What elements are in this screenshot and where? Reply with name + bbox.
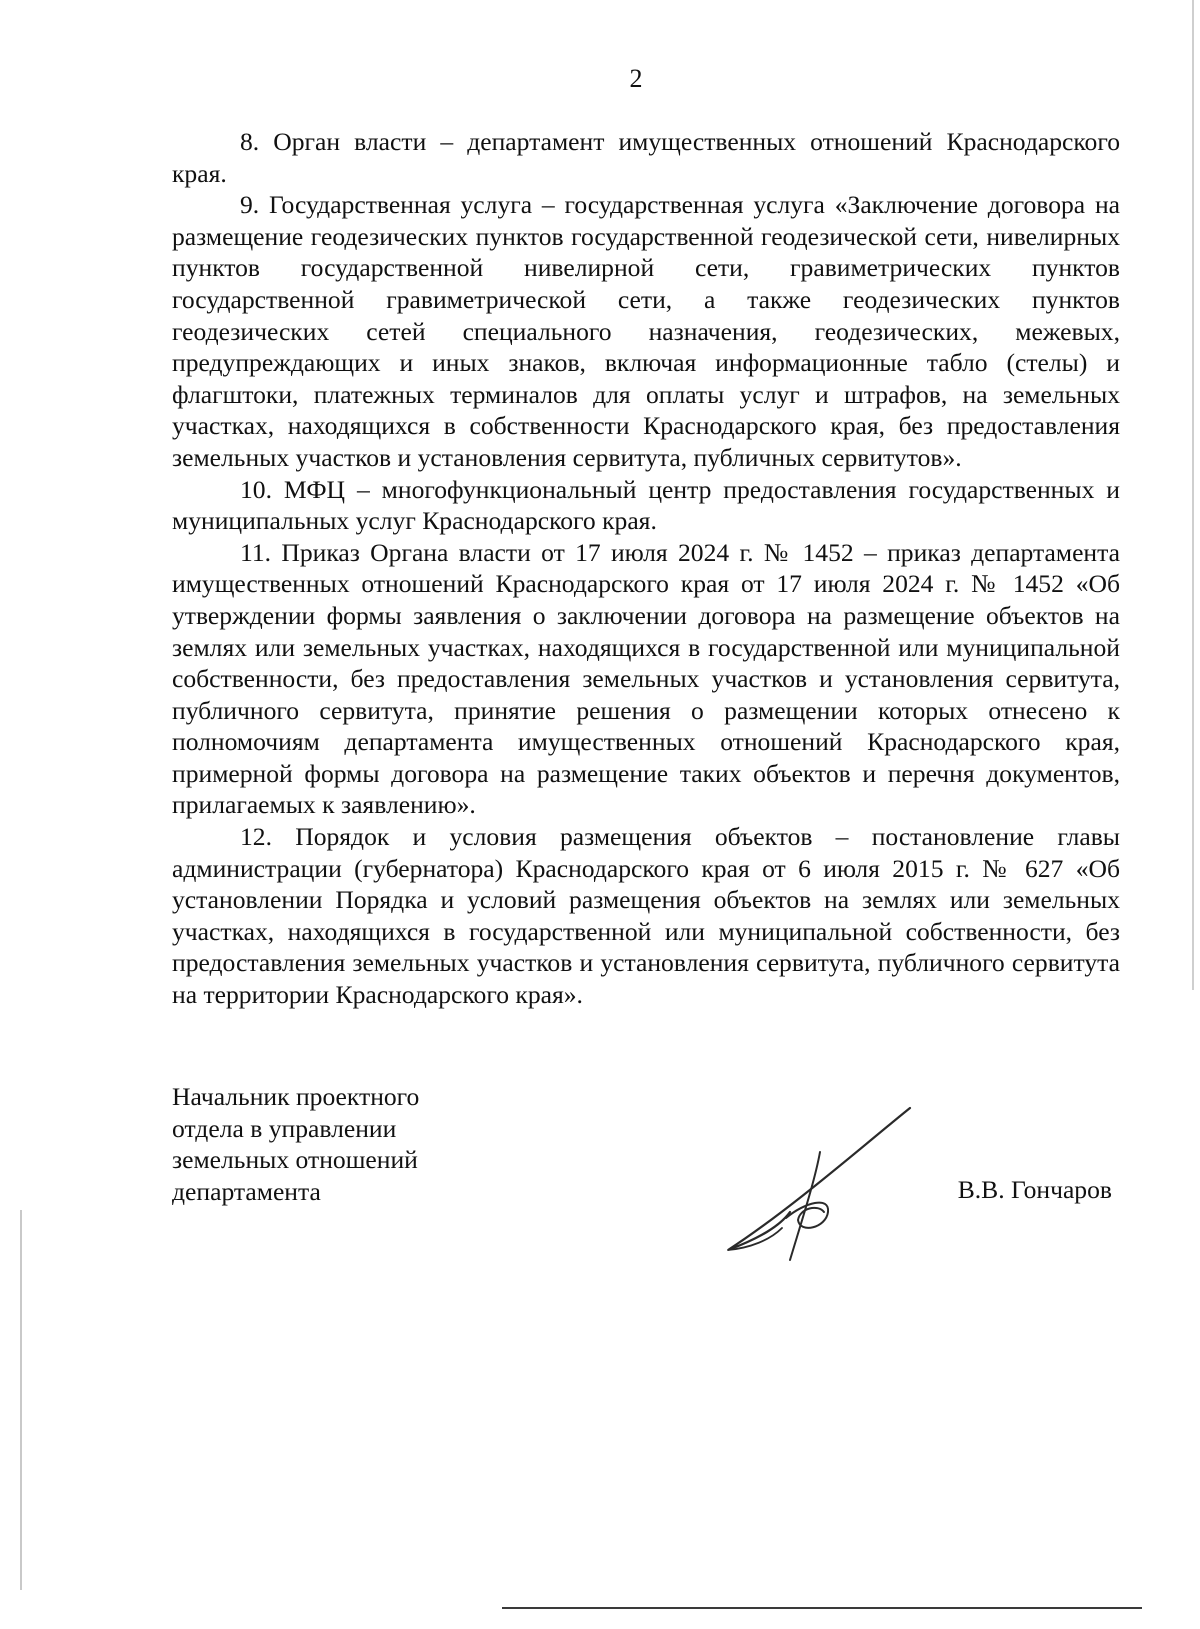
bottom-rule bbox=[502, 1607, 1142, 1609]
position-line: Начальник проектного bbox=[172, 1082, 420, 1111]
document-body bbox=[172, 126, 1120, 1011]
position-line: земельных отношений bbox=[172, 1145, 418, 1174]
page-number: 2 bbox=[629, 64, 643, 93]
signature-stroke bbox=[728, 1108, 910, 1250]
paragraph-12: 12. Порядок и условия размещения объектов – постановление главы администрации (губернатора) Краснодарского края от 6 июля 2015 г. № 627 «Об установлении Порядка и условий размещения объектов на землях или земельных участках, находящихся в государственной или муниципальной собственности, без предоставления земельных участков и установления сервитута, публичного сервитута на территории Краснодарского края». bbox=[172, 822, 1120, 1010]
signatory-position bbox=[172, 1081, 419, 1207]
position-line: департамента bbox=[172, 1176, 321, 1206]
signer-name: В.В. Гончаров bbox=[957, 1175, 1112, 1204]
paragraph-9: 9. Государственная услуга – государственная услуга «Заключение договора на размещение геодезических пунктов государственной геодезической сети, нивелирных пунктов государственной нивелирной сети, гравиметрических пунктов государственной гравиметрической сети, а также геодезических пунктов геодезических сетей специального назначения, геодезических, межевых, предупреждающих и иных знаков, включая информационные табло (стелы) и флагштоки, платежных терминалов для оплаты услуг и штрафов, на земельных участках, находящихся в собственности Краснодарского края, без предоставления земельных участков и установления сервитута, публичных сервитутов». bbox=[172, 190, 1120, 472]
paragraph-11: 11. Приказ Органа власти от 17 июля 2024 г. № 1452 – приказ департамента имущественных отношений Краснодарского края от 17 июля 2024 г. № 1452 «Об утверждении формы заявления о заключении договора на размещение объектов на землях или земельных участках, находящихся в государственной или муниципальной собственности, без предоставления земельных участков и установления сервитута, публичного сервитута, принятие решения о размещении которых отнесено к полномочиям департамента имущественных отношений Краснодарского края, примерной формы договора на размещение таких объектов и перечня документов, прилагаемых к заявлению». bbox=[172, 537, 1120, 820]
handwritten-signature bbox=[720, 1100, 950, 1270]
position-line: отдела в управлении bbox=[172, 1113, 397, 1143]
paragraph-10: 10. МФЦ – многофункциональный центр предоставления государственных и муниципальных услуг Краснодарского края. bbox=[172, 474, 1120, 536]
scan-edge-right bbox=[1192, 0, 1194, 990]
scan-edge-left bbox=[20, 1210, 22, 1590]
paragraph-8: 8. Орган власти – департамент имущественных отношений Краснодарского края. bbox=[172, 127, 1120, 188]
